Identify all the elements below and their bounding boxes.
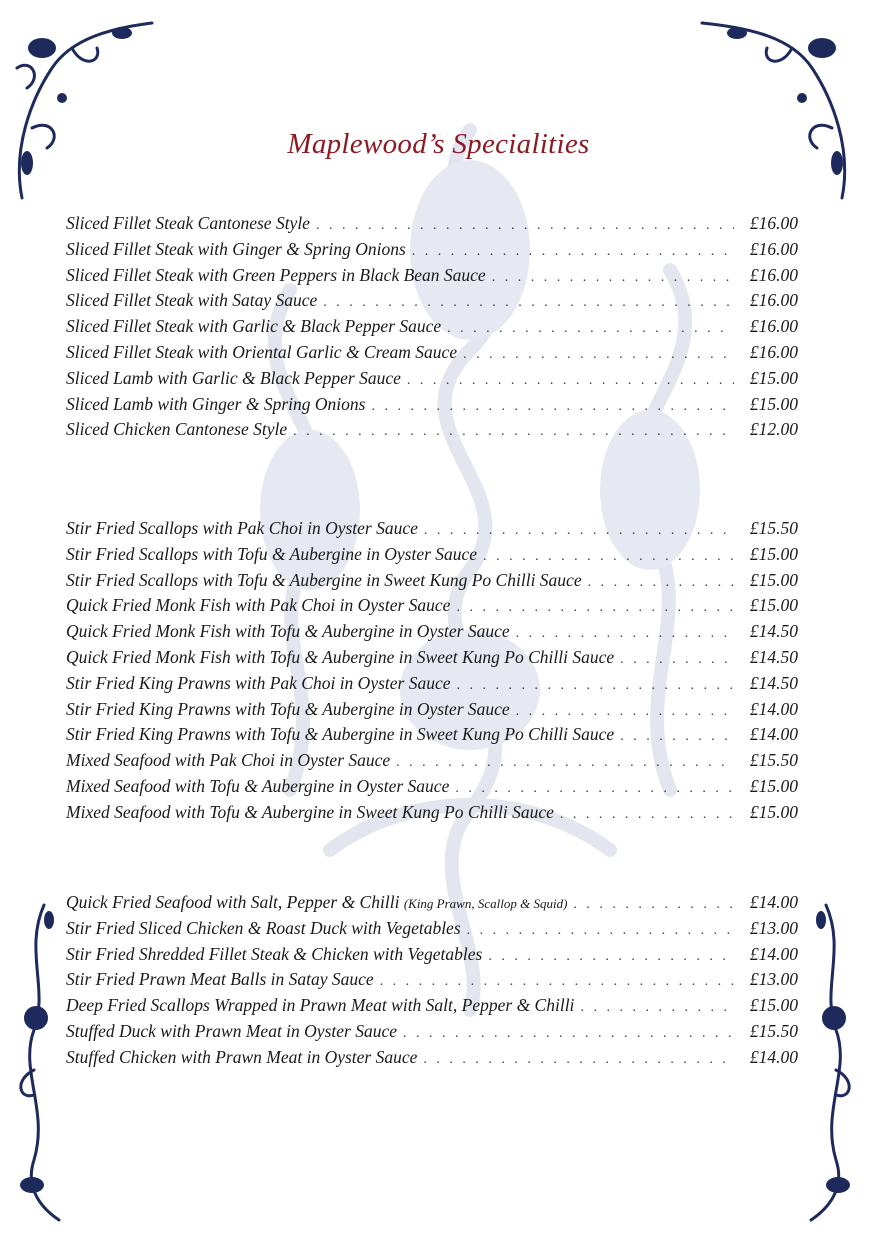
dot-leader bbox=[371, 399, 734, 415]
menu-item-name bbox=[66, 647, 614, 668]
dot-leader bbox=[516, 626, 734, 642]
menu-item-name-text: Stir Fried King Prawns with Tofu & Aubergine in Oyster Sauce bbox=[66, 698, 510, 719]
menu-item-name-text: Mixed Seafood with Pak Choi in Oyster Sauce bbox=[66, 750, 391, 771]
menu-item-name bbox=[66, 918, 461, 939]
menu-item-price: £13.00 bbox=[749, 917, 798, 938]
menu-item-price: £16.00 bbox=[749, 264, 798, 285]
menu-item-row bbox=[66, 724, 798, 750]
menu-item-name bbox=[66, 969, 374, 990]
menu-item-name bbox=[66, 265, 486, 286]
dot-leader bbox=[455, 781, 734, 797]
dot-leader bbox=[560, 807, 734, 823]
menu-item-price: £15.50 bbox=[749, 1020, 798, 1041]
dot-leader bbox=[457, 678, 735, 694]
menu-item-price: £13.00 bbox=[749, 969, 798, 990]
dot-leader bbox=[516, 704, 734, 720]
dot-leader bbox=[467, 923, 734, 939]
menu-item-row bbox=[66, 621, 798, 647]
menu-item-row bbox=[66, 802, 798, 828]
menu-item-price: £14.00 bbox=[749, 724, 798, 745]
menu-item-name-text: Sliced Fillet Steak with Garlic & Black Pepper Sauce bbox=[66, 316, 442, 337]
dot-leader bbox=[293, 424, 734, 440]
menu-item-name-text: Stir Fried Scallops with Tofu & Aubergine in Oyster Sauce bbox=[66, 543, 478, 564]
dot-leader bbox=[403, 1026, 734, 1042]
menu-item-row bbox=[66, 518, 798, 544]
dot-leader bbox=[573, 897, 734, 913]
menu-item-name bbox=[66, 1021, 397, 1042]
menu-item-row bbox=[66, 944, 798, 970]
dot-leader bbox=[580, 1000, 734, 1016]
menu-item-row bbox=[66, 673, 798, 699]
menu-item-row bbox=[66, 995, 798, 1021]
menu-item-name bbox=[66, 892, 567, 913]
menu-item-name-text: Stir Fried Scallops with Pak Choi in Oyster Sauce bbox=[66, 518, 418, 538]
dot-leader bbox=[588, 575, 734, 591]
menu-item-name-text: Mixed Seafood with Tofu & Aubergine in Sweet Kung Po Chilli Sauce bbox=[66, 801, 554, 822]
dot-leader bbox=[407, 373, 734, 389]
menu-item-price: £16.00 bbox=[749, 213, 798, 233]
menu-item-name bbox=[66, 673, 451, 694]
menu-item-name bbox=[66, 368, 401, 389]
menu-item-row bbox=[66, 544, 798, 570]
menu-item-name bbox=[66, 213, 310, 234]
menu-item-price: £16.00 bbox=[749, 290, 798, 311]
menu-item-price: £14.50 bbox=[749, 621, 798, 642]
menu-item-price: £14.00 bbox=[749, 943, 798, 964]
menu-item-row bbox=[66, 316, 798, 342]
dot-leader bbox=[492, 270, 734, 286]
menu-item-row bbox=[66, 419, 798, 445]
menu-item-name-text: Sliced Fillet Steak with Oriental Garlic & Cream Sauce bbox=[66, 341, 458, 362]
menu-item-name-text: Sliced Fillet Steak Cantonese Style bbox=[66, 213, 310, 233]
menu-item-price: £15.00 bbox=[749, 569, 798, 590]
menu-item-name-text: Deep Fried Scallops Wrapped in Prawn Meat with Salt, Pepper & Chilli bbox=[66, 995, 575, 1016]
menu-item-name-text: Sliced Lamb with Ginger & Spring Onions bbox=[66, 393, 366, 414]
menu-item-name bbox=[66, 699, 510, 720]
menu-item-name bbox=[66, 342, 457, 363]
menu-item-row bbox=[66, 1021, 798, 1047]
menu-item-row bbox=[66, 647, 798, 673]
menu-item-name bbox=[66, 518, 418, 539]
menu-item-name-text: Stuffed Chicken with Prawn Meat in Oyster Sauce bbox=[66, 1046, 418, 1067]
dot-leader bbox=[380, 974, 734, 990]
menu-item-name-text: Quick Fried Seafood with Salt, Pepper & Chilli bbox=[66, 892, 400, 912]
menu-item-name bbox=[66, 802, 554, 823]
menu-item-price: £16.00 bbox=[749, 316, 798, 337]
menu-item-row bbox=[66, 368, 798, 394]
menu-section-meats bbox=[66, 213, 798, 445]
menu-item-price: £14.00 bbox=[749, 698, 798, 719]
menu-item-name-text: Sliced Fillet Steak with Green Peppers in Black Bean Sauce bbox=[66, 264, 486, 285]
menu-item-name-text: Stir Fried Sliced Chicken & Roast Duck with Vegetables bbox=[66, 917, 461, 938]
menu-item-row bbox=[66, 290, 798, 316]
menu-item-name bbox=[66, 419, 287, 440]
menu-section-chefs-specials bbox=[66, 892, 798, 1073]
menu-item-row bbox=[66, 918, 798, 944]
menu-item-row bbox=[66, 595, 798, 621]
menu-item-price: £12.00 bbox=[749, 419, 798, 440]
menu-item-note: (King Prawn, Scallop & Squid) bbox=[403, 896, 568, 911]
bottom-left-floral-ornament bbox=[4, 900, 64, 1230]
menu-item-name-text: Stir Fried Shredded Fillet Steak & Chicken with Vegetables bbox=[66, 943, 483, 964]
menu-item-name bbox=[66, 621, 510, 642]
menu-item-price: £14.00 bbox=[749, 1046, 798, 1067]
menu-item-row bbox=[66, 892, 798, 918]
menu-item-row bbox=[66, 265, 798, 291]
menu-item-name-text: Mixed Seafood with Tofu & Aubergine in Oyster Sauce bbox=[66, 775, 450, 796]
menu-item-name-text: Quick Fried Monk Fish with Tofu & Aubergine in Oyster Sauce bbox=[66, 621, 510, 642]
dot-leader bbox=[423, 1052, 734, 1068]
menu-item-row bbox=[66, 342, 798, 368]
menu-item-row bbox=[66, 239, 798, 265]
dot-leader bbox=[447, 321, 734, 337]
menu-item-price: £15.00 bbox=[749, 595, 798, 616]
dot-leader bbox=[323, 295, 734, 311]
menu-item-name bbox=[66, 944, 482, 965]
bottom-right-floral-ornament bbox=[806, 900, 866, 1230]
menu-item-name-text: Stir Fried Prawn Meat Balls in Satay Sauce bbox=[66, 969, 374, 990]
menu-item-price: £16.00 bbox=[749, 238, 798, 259]
dot-leader bbox=[488, 949, 734, 965]
menu-item-name bbox=[66, 394, 365, 415]
top-left-floral-ornament bbox=[2, 8, 162, 208]
dot-leader bbox=[412, 244, 734, 260]
menu-item-name-text: Stir Fried King Prawns with Tofu & Aubergine in Sweet Kung Po Chilli Sauce bbox=[66, 724, 615, 745]
menu-item-name bbox=[66, 776, 449, 797]
menu-item-price: £15.50 bbox=[749, 518, 798, 538]
menu-item-row bbox=[66, 1047, 798, 1073]
menu-item-price: £15.00 bbox=[749, 775, 798, 796]
menu-item-name bbox=[66, 544, 477, 565]
dot-leader bbox=[620, 652, 734, 668]
menu-item-name bbox=[66, 1047, 417, 1068]
menu-item-row bbox=[66, 699, 798, 725]
menu-item-price: £14.00 bbox=[749, 892, 798, 912]
menu-item-name-text: Sliced Fillet Steak with Satay Sauce bbox=[66, 290, 318, 311]
menu-item-row bbox=[66, 394, 798, 420]
dot-leader bbox=[456, 600, 734, 616]
menu-item-name-text: Quick Fried Monk Fish with Pak Choi in Oyster Sauce bbox=[66, 595, 451, 616]
menu-item-name-text: Sliced Lamb with Garlic & Black Pepper Sauce bbox=[66, 367, 401, 388]
menu-item-row bbox=[66, 750, 798, 776]
menu-item-name-text: Sliced Chicken Cantonese Style bbox=[66, 419, 288, 440]
menu-item-name-text: Quick Fried Monk Fish with Tofu & Aubergine in Sweet Kung Po Chilli Sauce bbox=[66, 646, 615, 667]
menu-item-price: £16.00 bbox=[749, 341, 798, 362]
menu-item-name bbox=[66, 750, 390, 771]
menu-item-row bbox=[66, 776, 798, 802]
dot-leader bbox=[483, 549, 734, 565]
menu-item-price: £15.00 bbox=[749, 801, 798, 822]
menu-item-name-text: Stuffed Duck with Prawn Meat in Oyster Sauce bbox=[66, 1020, 397, 1041]
menu-section-seafood bbox=[66, 518, 798, 828]
menu-item-price: £15.00 bbox=[749, 367, 798, 388]
menu-item-price: £15.00 bbox=[749, 543, 798, 564]
menu-item-name-text: Sliced Fillet Steak with Ginger & Spring Onions bbox=[66, 238, 406, 259]
menu-item-name bbox=[66, 290, 317, 311]
menu-item-price: £15.00 bbox=[749, 393, 798, 414]
menu-item-name-text: Stir Fried King Prawns with Pak Choi in Oyster Sauce bbox=[66, 672, 451, 693]
menu-item-name bbox=[66, 995, 574, 1016]
menu-item-price: £15.00 bbox=[749, 995, 798, 1016]
top-right-floral-ornament bbox=[692, 8, 862, 208]
menu-item-row bbox=[66, 969, 798, 995]
menu-item-row bbox=[66, 213, 798, 239]
menu-item-name bbox=[66, 239, 406, 260]
menu-item-name-text: Stir Fried Scallops with Tofu & Aubergine in Sweet Kung Po Chilli Sauce bbox=[66, 569, 582, 590]
menu-item-name bbox=[66, 316, 441, 337]
menu-title: Maplewood’s Specialities bbox=[287, 128, 590, 160]
menu-item-name bbox=[66, 595, 450, 616]
dot-leader bbox=[316, 218, 734, 234]
menu-item-name bbox=[66, 570, 582, 591]
dot-leader bbox=[396, 755, 734, 771]
menu-item-price: £15.50 bbox=[749, 750, 798, 771]
menu-item-price: £14.50 bbox=[749, 646, 798, 667]
dot-leader bbox=[463, 347, 734, 363]
dot-leader bbox=[620, 729, 734, 745]
menu-item-row bbox=[66, 570, 798, 596]
menu-item-name bbox=[66, 724, 614, 745]
menu-item-price: £14.50 bbox=[749, 672, 798, 693]
dot-leader bbox=[424, 523, 734, 539]
